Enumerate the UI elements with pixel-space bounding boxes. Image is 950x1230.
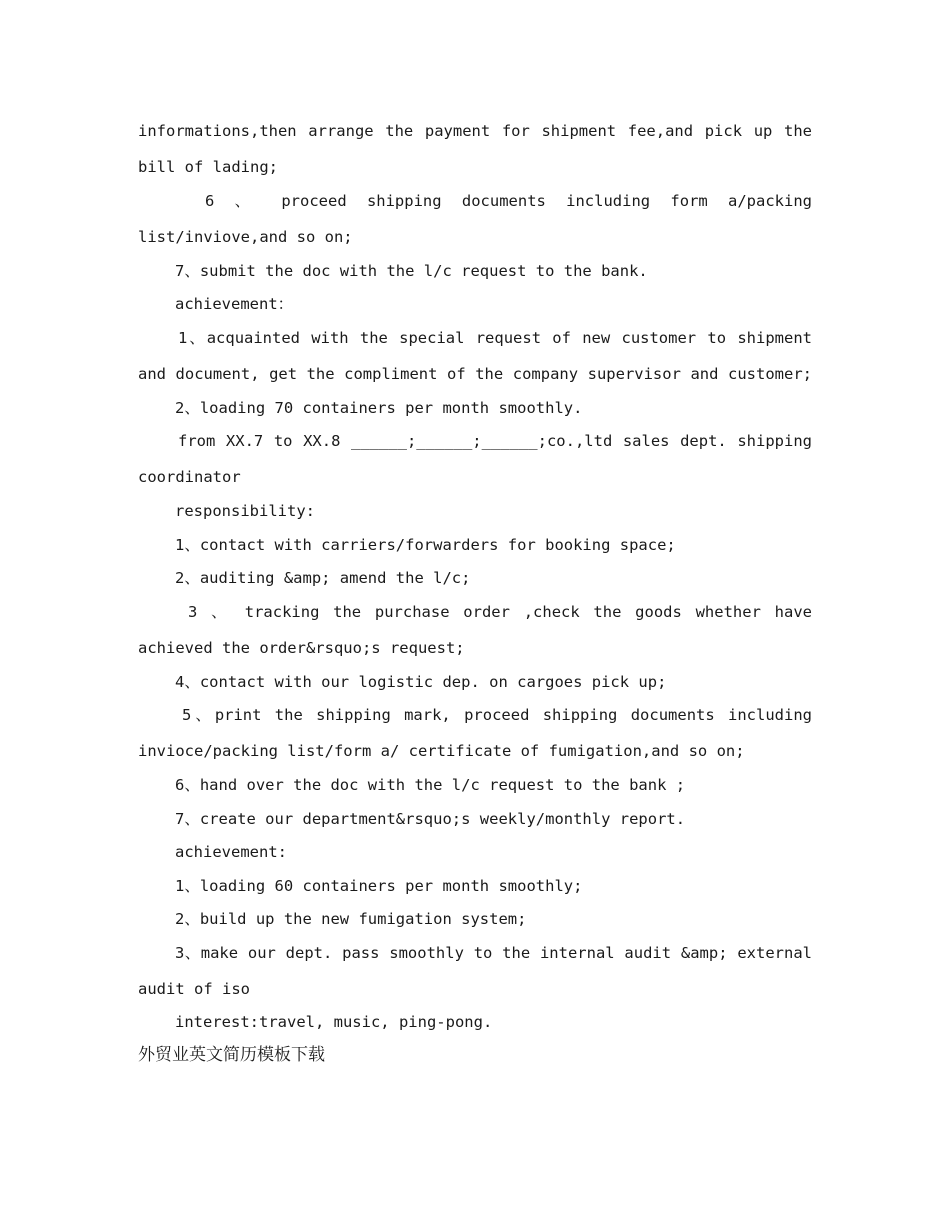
text-line-26: audit of iso [138,980,250,998]
text-line-16: achieved the order&rsquo;s request; [138,639,465,657]
text-line-20: 6、hand over the doc with the l/c request to the bank ; [175,776,686,794]
section-heading-achievement: achievement： [175,295,294,313]
text-line-24: 2、build up the new fumigation system; [175,910,527,928]
text-line-10: from XX.7 to XX.8 ______;______;______;co.,ltd sales dept. shipping [178,432,812,450]
text-line-5: 7、submit the doc with the l/c request to the bank. [175,262,648,280]
text-line-17: 4、contact with our logistic dep. on cargoes pick up; [175,673,667,691]
text-line-14: 2、auditing &amp; amend the l/c; [175,569,471,587]
text-line-7: 1、acquainted with the special request of new customer to shipment [178,329,812,347]
text-line-3: 6 、 proceed shipping documents including form a/packing [205,192,812,210]
text-line-13: 1、contact with carriers/forwarders for booking space; [175,536,676,554]
section-heading-achievement-2: achievement: [175,843,287,861]
section-heading-responsibility: responsibility: [175,502,315,520]
document-title-chinese: 外贸业英文简历模板下载 [138,1045,325,1065]
text-line-8: and document, get the compliment of the company supervisor and customer; [138,365,812,383]
text-line-27: interest:travel, music, ping-pong. [175,1013,493,1031]
text-line-9: 2、loading 70 containers per month smoothly. [175,399,583,417]
text-line-21: 7、create our department&rsquo;s weekly/monthly report. [175,810,686,828]
text-line-15: 3 、 tracking the purchase order ,check the goods whether have [188,603,812,621]
text-line-19: invioce/packing list/form a/ certificate of fumigation,and so on; [138,742,745,760]
text-line-25: 3、make our dept. pass smoothly to the internal audit &amp; external [175,944,812,962]
text-line-11: coordinator [138,468,241,486]
text-line-23: 1、loading 60 containers per month smoothly; [175,877,583,895]
text-line-4: list/inviove,and so on; [138,228,353,246]
text-line-1: informations,then arrange the payment for shipment fee,and pick up the [138,122,812,140]
text-line-2: bill of lading; [138,158,278,176]
text-line-18: 5、print the shipping mark, proceed shipping documents including [182,706,812,724]
